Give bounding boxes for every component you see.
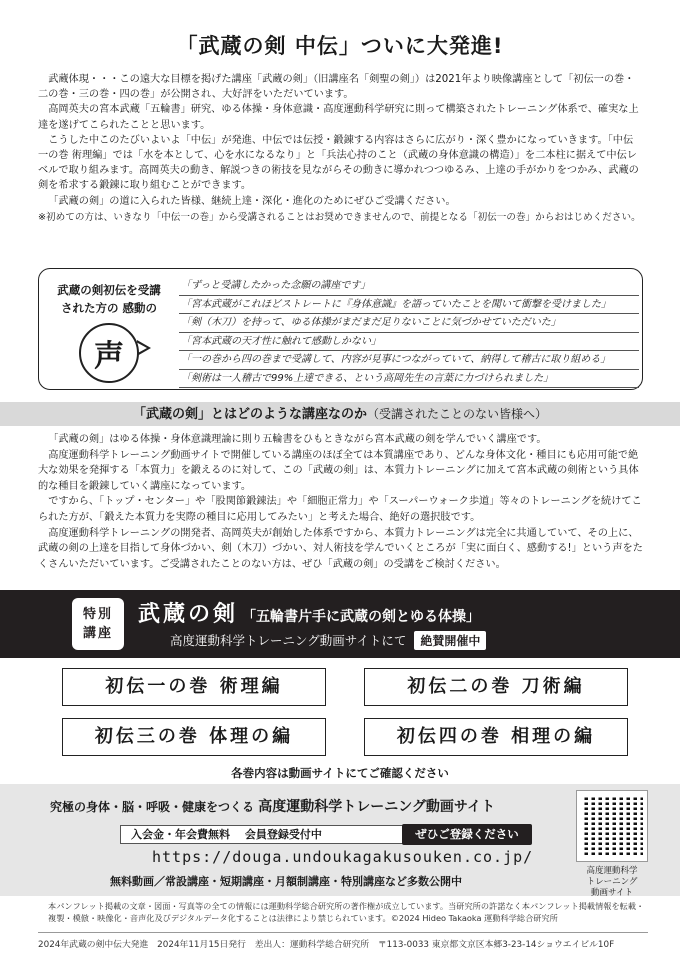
banner-title bbox=[138, 597, 480, 628]
testimonial-item: 「一の巻から四の巻まで受講して、内容が見事につながっていて、納得して稽古に取り組める」 bbox=[179, 351, 639, 370]
testimonials-list bbox=[179, 277, 639, 388]
testimonial-item: 「ずっと受講したかった念願の講座です」 bbox=[179, 277, 639, 296]
intro-section bbox=[38, 72, 643, 225]
intro-paragraph: 武蔵体現・・・この遠大な目標を掲げた講座「武蔵の剣」（旧講座名「剣聖の剣」）は2021年より映像講座として「初伝一の巻・二の巻・三の巻・四の巻」が公開され、大好評をいただいています。 bbox=[38, 74, 635, 101]
qr-caption-line: 動画サイト bbox=[591, 888, 633, 898]
testimonial-item: 「剣術は一人稽古で99%上達できる、という高岡先生の言葉に力づけられました」 bbox=[179, 370, 639, 389]
testimonials-label-line: 武蔵の剣初伝を受講 bbox=[57, 283, 161, 297]
about-paragraph: 高度運動科学トレーニング動画サイトで開催している講座のほぼ全ては本質講座であり、どんな身体文化・種目にも応用可能で絶大な効果を発揮する「本質力」を鍛えるのに対して、この「武蔵の剣」は、本質力トレーニングに加えて宮本武蔵の剣術という具体的な種目を鍛錬していく講座になっています。 bbox=[38, 449, 639, 492]
video-site-box bbox=[0, 784, 680, 896]
site-url-link[interactable]: https://douga.undoukagakusouken.co.jp/ bbox=[152, 848, 534, 866]
badge-line: 特別 bbox=[82, 607, 113, 622]
about-paragraph: 高度運動科学トレーニングの開発者、高岡英夫が創始した体系ですから、本質力トレーニングは完全に共通していて、その上に、武蔵の剣の上達を目指して身体づかい、剣（木刀）づかい、対人術技を学んでいくところが「実に面白く、感動する!」という声をたくさんいただいています。ご受講されたことのない方は、ぜひ「武蔵の剣」の受講をご検討ください。 bbox=[38, 527, 643, 570]
special-course-banner bbox=[0, 590, 680, 658]
about-section-body bbox=[38, 432, 643, 572]
intro-paragraph: 高岡英夫の宮本武蔵「五輪書」研究、ゆる体操・身体意識・高度運動科学研究に則って構築されたトレーニング体系で、確実な上達を遂げてこられたことと思います。 bbox=[38, 104, 639, 131]
about-paragraph: 「武蔵の剣」はゆる体操・身体意識理論に則り五輪書をひもときながら宮本武蔵の剣を学んでいく講座です。 bbox=[48, 434, 547, 445]
testimonial-item: 「宮本武蔵の天才性に触れて感動しかない」 bbox=[179, 333, 639, 352]
qr-caption-line: トレーニング bbox=[586, 877, 638, 887]
qr-caption-line: 高度運動科学 bbox=[586, 866, 638, 876]
testimonials-label-line: された方の 感動の bbox=[60, 301, 157, 315]
volume-box-3: 初伝三の巻 体理の編 bbox=[62, 718, 326, 756]
signup-button[interactable]: ぜひご登録ください bbox=[402, 824, 532, 845]
publisher-footer: 2024年武蔵の剣中伝大発進 2024年11月15日発行 差出人：運動科学総合研究所 〒113-0033 東京都文京区本郷3-23-14ショウエイビル10F bbox=[38, 932, 648, 950]
about-heading-main: 「武蔵の剣」とはどのような講座なのか bbox=[132, 407, 367, 422]
testimonial-item: 「剣（木刀）を持って、ゆる体操がまだまだ足りないことに気づかせていただいた」 bbox=[179, 314, 639, 333]
site-title-main: 高度運動科学トレーニング動画サイト bbox=[258, 799, 495, 815]
testimonials-box bbox=[38, 268, 643, 390]
intro-paragraph: こうした中このたびいよいよ「中伝」が発進、中伝では伝授・鍛錬する内容はさらに広がり・深く豊かになっていきます。「中伝一の巻 術理編」では「水を本として、心を水になるなり」と「兵法心持のこと（武蔵の身体意識の構造）」を二本柱に据えて中伝レベルで取り組みます。高岡英夫の動き、解説つきの術技を見ながらその動きに導かれつつゆるみ、上達の手がかりをつかみ、武蔵の剣を希求する鍛錬に取り組むことができます。 bbox=[38, 134, 639, 192]
badge-line: 講座 bbox=[82, 626, 113, 641]
volume-box-2: 初伝二の巻 刀術編 bbox=[364, 668, 628, 706]
banner-title-sub: 「五輪書片手に武蔵の剣とゆる体操」 bbox=[242, 609, 481, 625]
banner-subline bbox=[170, 631, 486, 650]
banner-title-main: 武蔵の剣 bbox=[138, 601, 239, 627]
qr-code-icon[interactable] bbox=[576, 790, 648, 862]
testimonial-item: 「宮本武蔵がこれほどストレートに『身体意識』を語っていたことを聞いて衝撃を受けました」 bbox=[179, 296, 639, 315]
about-section-heading bbox=[0, 402, 680, 426]
page-headline: 「武蔵の剣 中伝」ついに大発進! bbox=[176, 34, 504, 58]
volume-box-4: 初伝四の巻 相理の編 bbox=[364, 718, 628, 756]
special-course-badge bbox=[72, 598, 124, 650]
voice-speech-bubble: 声 bbox=[79, 323, 139, 383]
copyright-notice: 本パンフレット掲載の文章・図面・写真等の全ての情報には運動科学総合研究所の著作権が成立しています。当研究所の許諾なく本パンフレット掲載情報を転載・複製・模倣・映像化・音声化及びデジタルデータ化することは法律により禁じられています。©2024 Hideo Takaoka 運動科学総合研究所 bbox=[48, 901, 645, 923]
qr-code-pattern bbox=[581, 795, 643, 857]
intro-note: ※初めての方は、いきなり「中伝一の巻」から受講されることはお奨めできませんので、前提となる「初伝一の巻」からおはじめください。 bbox=[38, 211, 641, 223]
site-title-prefix: 究極の身体・脳・呼吸・健康をつくる bbox=[50, 800, 255, 814]
now-open-badge: 絶賛開催中 bbox=[414, 631, 486, 650]
about-paragraph: ですから、「トップ・センター」や「股関節鍛錬法」や「細胞正常力」や「スーパーウォーク歩道」等々のトレーニングを続けてこられた方が、「鍛えた本質力を実際の種目に応用してみたい」と考えた場合、絶好の選択肢です。 bbox=[38, 496, 642, 523]
testimonials-label bbox=[49, 281, 169, 317]
membership-fee-box: 入会金・年会費無料 会員登録受付中 bbox=[120, 825, 404, 844]
site-title bbox=[50, 796, 495, 816]
site-courses-text: 無料動画／常設講座・短期講座・月額制講座・特別講座など多数公開中 bbox=[110, 875, 462, 888]
intro-paragraph: 「武蔵の剣」の道に入られた皆様、継続上達・深化・進化のためにぜひご受講ください。 bbox=[48, 195, 456, 207]
qr-caption bbox=[572, 866, 652, 899]
volume-box-1: 初伝一の巻 術理編 bbox=[62, 668, 326, 706]
banner-subline-text: 高度運動科学トレーニング動画サイトにて bbox=[170, 633, 407, 648]
about-heading-sub: （受講されたことのない皆様へ） bbox=[367, 407, 548, 421]
volumes-note: 各巻内容は動画サイトにてご確認ください bbox=[231, 766, 449, 780]
